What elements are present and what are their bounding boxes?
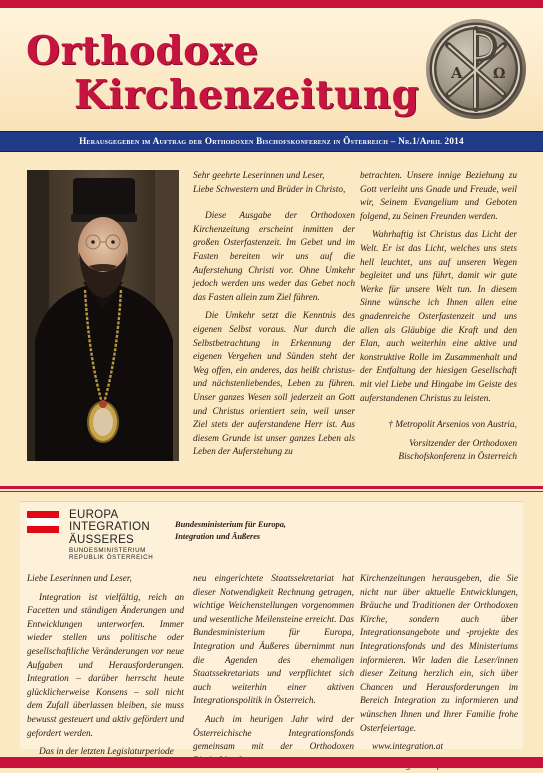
top-accent-bar: [0, 0, 543, 8]
editorial-paragraph: Die Umkehr setzt die Kenntnis des eigenen Selbst voraus. Nur durch die Selbstbetrachtung in Erkennung der eigenen Vergehen und Sünden steht der Weg offen, ein anderes, das heißt christus- und nächstenliebendes, Leben zu führen. Unser ganzes Wesen soll jederzeit an Gott und Christus orientiert sein, weil unser Ziel stets der auferstandene Herr ist. Aus diesem Grunde ist unser ganzes Leben als Leben der Auferstehung zu: [193, 311, 355, 458]
chi-rho-emblem-icon: [424, 17, 528, 121]
editorial-paragraph: betrachten. Unsere innige Beziehung zu Gott verleiht uns Gnade und Freude, weil wir, Seinem Evangelium und Geboten folgend, zu Seinen Freunden werden.: [360, 171, 517, 222]
ministry-logo-sub-line: REPUBLIK ÖSTERREICH: [69, 554, 154, 562]
ministry-logo-line: EUROPA: [69, 509, 119, 521]
bottom-accent-bar: [0, 757, 543, 768]
ministry-column-2: [193, 573, 354, 768]
ministry-paragraph: Das in der letzten Legislaturperiode: [39, 747, 174, 758]
ministry-logo-line: ÄUSSERES: [69, 533, 135, 546]
emblem-omega: Ω: [493, 66, 506, 82]
ministry-column-3: [360, 573, 518, 773]
ministry-heading: [175, 519, 286, 543]
signature-line-1: † Metropolit Arsenios von Austria,: [388, 420, 517, 431]
austria-flag-icon: [27, 511, 59, 533]
ministry-logo-wordmark: [69, 509, 150, 546]
issue-banner: [0, 131, 543, 152]
ministry-heading-line-2: Integration und Äußeres: [175, 532, 261, 541]
signature-line-2: Vorsitzender der Orthodoxen: [409, 438, 517, 449]
metropolitan-portrait-photo: [27, 170, 179, 461]
masthead-title-line2: Kirchenzeitung: [74, 72, 420, 118]
editorial-salutation-1: Sehr geehrte Leserinnen und Leser,: [193, 171, 325, 181]
signature-line-3: Bischofskonferenz in Österreich: [398, 452, 517, 463]
ministry-website-link[interactable]: www.integration.at: [372, 742, 444, 753]
ministry-heading-line-1: Bundesministerium für Europa,: [175, 520, 287, 529]
issue-banner-text: Herausgegeben im Auftrag der Orthodoxen Bischofskonferenz in Österreich – Nr.1/April 2014: [79, 136, 464, 146]
ministry-paragraph: Auch im heurigen Jahr wird der Österreichische Integrationsfonds gemeinsam mit der Orthodoxen: [193, 714, 354, 753]
editorial-salutation-2: Liebe Schwestern und Brüder in Christo,: [193, 184, 346, 195]
editorial-paragraph: Wahrhaftig ist Christus das Licht der Welt. Er ist das Licht, welches uns stets hell leuchtet, uns auf unseren Wegen begleitet und uns führt, damit wir gute Werke für unsere Welt tun. In diesem Sinne wünsche ich Ihnen allen eine gnadenreiche Osterfastenzeit und uns allen als Gläubige die Kraft und den Elan, auch weiterhin eine aktive und konstruktive Rolle im Zusammenhalt und der Entfaltung der hiesigen Gesellschaft mit viel Liebe und Hingabe im Geiste des auferstandenen Christus zu leisten.: [360, 230, 517, 404]
ministry-column-1: [27, 573, 184, 760]
ministry-salutation: Liebe Leserinnen und Leser,: [27, 574, 132, 584]
ministry-paragraph: neu eingerichtete Staatssekretariat hat dieser Notwendigkeit Rechnung getragen, wichtige Weichenstellungen vorgenommen und wesentliche Meilensteine erreicht. Das Bundesministerium für Europa, Integration und Äußeres übernimmt nun die Agenden des ehemaligen Staatssekretariats und verpflichtet sich auch weiterhin einer aktiven Integrationspolitik in Österreich.: [193, 574, 354, 707]
ministry-paragraph: Kirchenzeitungen herausgeben, die Sie nicht nur über aktuelle Entwicklungen, Bräuche und Traditionen der Orthodoxen Kirche, sondern auch über Integrationsangebote und -projekte des Integrationsfonds und des Ministeriums informieren. Wir laden die Leser/innen dieser Zeitung herzlich ein, sich über Chancen und Herausforderungen im Bereich Integration zu informieren und wünschen Ihnen und Ihrer Familie frohe Osterfeiertage.: [360, 574, 518, 734]
ministry-paragraph: Integration ist vielfältig, reich an Facetten und ständigen Änderungen und Entwicklungen unterworfen. Immer wieder stellen uns politische oder gesellschaftliche Veränderungen vor neue Aufgaben und Herausforderungen. Integration – darüber herrscht heute glücklicherweise Konsens – soll nicht dem Zufall überlassen bleiben, sie muss bewusst gesteuert und aktiv gefördert und gefordert werden.: [27, 592, 184, 739]
ministry-logo-line: INTEGRATION: [69, 521, 151, 534]
section-divider-thin: [0, 491, 543, 492]
editorial-column-2: [360, 170, 517, 465]
editorial-paragraph: Diese Ausgabe der Orthodoxen Kirchenzeitung erscheint inmitten der großen Osterfastenzeit. Im Gebet und im Fasten bereiten wir uns auf die Auferstehung Christi vor. Ohne Umkehr jedoch werden uns weder das Gebet noch das Fasten allein zum Ziel führen.: [193, 211, 355, 303]
editorial-column-1: [193, 170, 355, 460]
ministry-logo-subtitle: [69, 547, 153, 562]
emblem-alpha: A: [451, 64, 463, 82]
section-divider: [0, 486, 543, 489]
masthead-title-line1: Orthodoxe: [26, 28, 259, 74]
ministry-logo-sub-line: BUNDESMINISTERIUM: [69, 547, 146, 554]
